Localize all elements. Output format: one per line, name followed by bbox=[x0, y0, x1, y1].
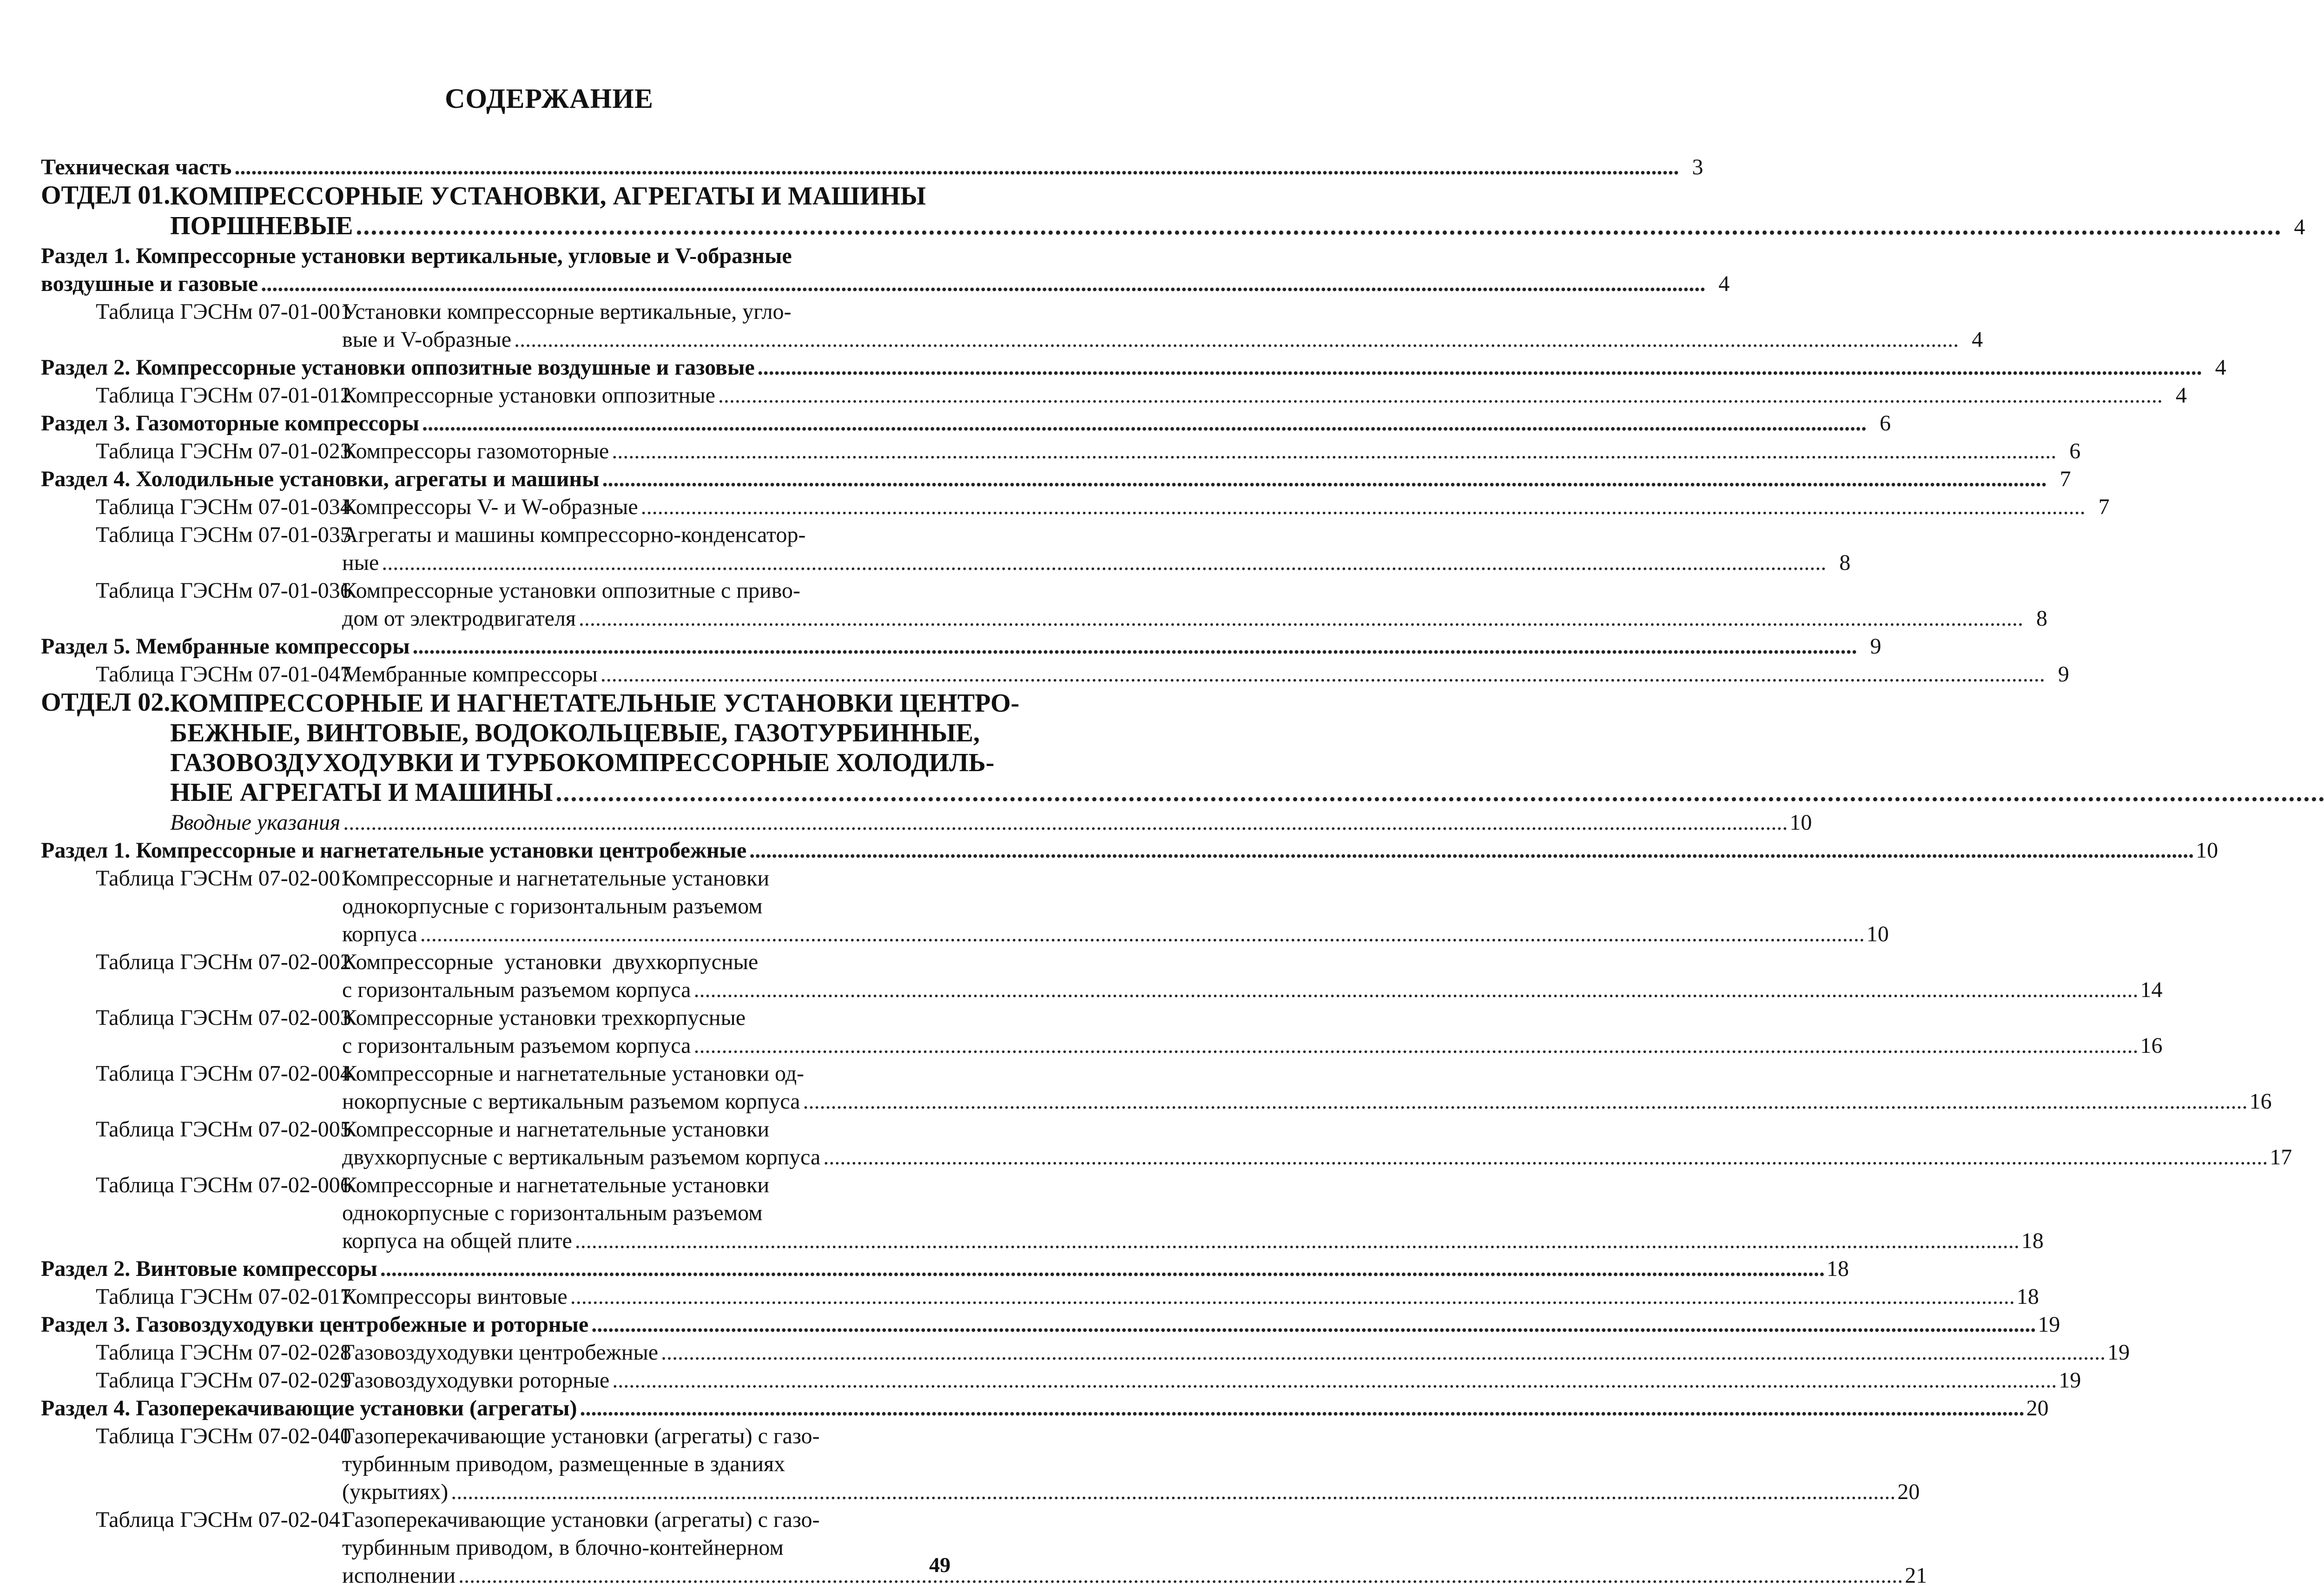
page-ref: 21 bbox=[1905, 1563, 1928, 1588]
leader-dots bbox=[580, 1394, 2021, 1422]
entry-text: двухкорпусные с вертикальным разъемом корпуса bbox=[342, 1145, 821, 1169]
page-title: СОДЕРЖАНИЕ bbox=[445, 83, 654, 114]
entry-text: корпуса bbox=[342, 922, 417, 946]
otdel-label: ОТДЕЛ 02. bbox=[41, 688, 171, 717]
entry-text: турбинным приводом, в блочно-контейнерном bbox=[342, 1535, 784, 1560]
entry-text: вые и V-образные bbox=[342, 327, 512, 352]
entry-text: дом от электродвигателя bbox=[342, 606, 576, 631]
leader-dots bbox=[382, 549, 1823, 577]
leader-dots bbox=[422, 410, 1864, 437]
page-ref: 16 bbox=[2249, 1089, 2272, 1114]
page-number: 49 bbox=[929, 1553, 951, 1577]
entry-text: Раздел 2. Компрессорные установки оппозитные воздушные и газовые bbox=[41, 355, 755, 380]
leader-dots bbox=[555, 778, 2324, 807]
leader-dots bbox=[451, 1478, 1893, 1506]
page-ref: 10 bbox=[2196, 838, 2218, 863]
toc-entry-otdel02-razdel3[interactable] bbox=[41, 1311, 2060, 1339]
entry-text: Компрессорные и нагнетательные установки bbox=[342, 1173, 770, 1197]
leader-dots bbox=[601, 661, 2042, 688]
leader-dots bbox=[591, 1311, 2033, 1339]
entry-text: НЫЕ АГРЕГАТЫ И МАШИНЫ bbox=[170, 778, 553, 807]
leader-dots bbox=[380, 1255, 1822, 1283]
toc-entry-table-07-02-004[interactable] bbox=[41, 1060, 2272, 1116]
toc-entry-table-07-01-001[interactable] bbox=[41, 298, 1983, 354]
leader-dots bbox=[356, 211, 2278, 241]
entry-text: ГАЗОВОЗДУХОДУВКИ И ТУРБОКОМПРЕССОРНЫЕ ХОЛОДИЛЬ- bbox=[170, 748, 995, 777]
toc-entry-otdel02[interactable] bbox=[41, 688, 1020, 809]
page-ref: 4 bbox=[2175, 383, 2187, 408]
page-ref: 4 bbox=[2215, 355, 2226, 380]
toc-entry-table-07-02-002[interactable] bbox=[41, 948, 2163, 1004]
table-id: Таблица ГЭСНм 07-02-041 bbox=[96, 1507, 351, 1532]
entry-text: Агрегаты и машины компрессорно-конденсатор- bbox=[342, 522, 806, 547]
leader-dots bbox=[758, 354, 2199, 382]
entry-text: Компрессоры винтовые bbox=[342, 1284, 568, 1309]
table-id: Таблица ГЭСНм 07-01-012 bbox=[96, 383, 351, 408]
toc-entry-otdel01[interactable] bbox=[41, 181, 2305, 242]
toc-entry-otdel01-razdel3[interactable] bbox=[41, 410, 1891, 437]
toc-entry-otdel02-razdel2[interactable] bbox=[41, 1255, 1849, 1283]
table-id: Таблица ГЭСНм 07-02-001 bbox=[96, 866, 351, 891]
table-id: Таблица ГЭСНм 07-02-006 bbox=[96, 1173, 351, 1197]
leader-dots bbox=[612, 437, 2053, 465]
entry-text: Установки компрессорные вертикальные, угло- bbox=[342, 299, 792, 324]
table-id: Таблица ГЭСНм 07-01-001 bbox=[96, 299, 351, 324]
leader-dots bbox=[823, 1143, 2265, 1171]
leader-dots bbox=[234, 153, 1676, 181]
entry-text: Раздел 1. Компрессорные и нагнетательные установки центробежные bbox=[41, 838, 747, 863]
toc-entry-otdel01-razdel1[interactable] bbox=[41, 242, 1730, 298]
entry-text: Техническая часть bbox=[41, 155, 232, 179]
entry-text: Вводные указания bbox=[170, 810, 341, 835]
table-id: Таблица ГЭСНм 07-01-036 bbox=[96, 578, 351, 603]
leader-dots bbox=[803, 1088, 2245, 1116]
leader-dots bbox=[612, 1367, 2054, 1394]
toc-entry-table-07-01-012[interactable] bbox=[41, 382, 2187, 410]
page-ref: 6 bbox=[2069, 439, 2081, 463]
toc-entry-table-07-02-017[interactable] bbox=[41, 1283, 2039, 1311]
leader-dots bbox=[661, 1339, 2103, 1367]
page-ref: 18 bbox=[2016, 1284, 2039, 1309]
page-ref: 18 bbox=[2021, 1229, 2044, 1253]
table-id: Таблица ГЭСНм 07-02-017 bbox=[96, 1284, 351, 1309]
toc-entry-table-07-02-003[interactable] bbox=[41, 1004, 2163, 1060]
entry-text: Раздел 3. Газовоздуходувки центробежные и роторные bbox=[41, 1312, 589, 1337]
entry-text: воздушные и газовые bbox=[41, 271, 258, 296]
entry-text: Газовоздуходувки центробежные bbox=[342, 1340, 659, 1365]
leader-dots bbox=[570, 1283, 2012, 1311]
entry-text: корпуса на общей плите bbox=[342, 1229, 572, 1253]
leader-dots bbox=[420, 920, 1862, 948]
toc-entry-table-07-01-047[interactable] bbox=[41, 661, 2069, 688]
entry-text: однокорпусные с горизонтальным разъемом bbox=[342, 1201, 763, 1225]
table-id: Таблица ГЭСНм 07-02-040 bbox=[96, 1424, 351, 1448]
entry-text: ные bbox=[342, 550, 379, 575]
page-ref: 18 bbox=[1826, 1256, 1849, 1281]
table-id: Таблица ГЭСНм 07-01-047 bbox=[96, 662, 351, 687]
page-ref: 9 bbox=[2058, 662, 2069, 687]
entry-text: Компрессорные и нагнетательные установки bbox=[342, 1117, 770, 1142]
toc-entry-otdel01-razdel4[interactable] bbox=[41, 465, 2071, 493]
entry-text: нокорпусные с вертикальным разъемом корпуса bbox=[342, 1089, 800, 1114]
page-ref: 10 bbox=[1789, 810, 1812, 835]
table-id: Таблица ГЭСНм 07-02-029 bbox=[96, 1368, 351, 1393]
table-of-contents bbox=[41, 153, 2305, 1590]
entry-text: Газоперекачивающие установки (агрегаты) с газо- bbox=[342, 1424, 820, 1448]
table-id: Таблица ГЭСНм 07-02-002 bbox=[96, 950, 351, 974]
toc-entry-table-07-02-006[interactable] bbox=[41, 1171, 2044, 1255]
toc-entry-table-07-01-035[interactable] bbox=[41, 521, 1851, 577]
entry-text: Компрессорные установки трехкорпусные bbox=[342, 1005, 746, 1030]
entry-text: КОМПРЕССОРНЫЕ И НАГНЕТАТЕЛЬНЫЕ УСТАНОВКИ ЦЕНТРО- bbox=[170, 689, 1020, 718]
page-ref: 19 bbox=[2107, 1340, 2130, 1365]
table-id: Таблица ГЭСНм 07-02-005 bbox=[96, 1117, 351, 1142]
toc-entry-otdel02-razdel4[interactable] bbox=[41, 1394, 2049, 1422]
toc-entry-table-07-02-005[interactable] bbox=[41, 1116, 2292, 1171]
entry-text: с горизонтальным разъемом корпуса bbox=[342, 978, 691, 1002]
toc-entry-table-07-02-029[interactable] bbox=[41, 1367, 2081, 1394]
leader-dots bbox=[343, 809, 1785, 837]
table-id: Таблица ГЭСНм 07-01-023 bbox=[96, 439, 351, 463]
entry-text: Раздел 4. Холодильные установки, агрегаты и машины bbox=[41, 467, 600, 491]
leader-dots bbox=[693, 976, 2135, 1004]
page-ref: 7 bbox=[2060, 467, 2071, 491]
entry-text: Газовоздуходувки роторные bbox=[342, 1368, 610, 1393]
toc-entry-table-07-02-040[interactable] bbox=[41, 1422, 1920, 1506]
leader-dots bbox=[261, 270, 1703, 298]
toc-entry-table-07-01-023[interactable] bbox=[41, 437, 2081, 465]
page-ref: 14 bbox=[2140, 978, 2163, 1002]
page-ref: 19 bbox=[2059, 1368, 2081, 1393]
page-ref: 7 bbox=[2098, 495, 2110, 519]
leader-dots bbox=[575, 1227, 2017, 1255]
toc-entry-table-07-02-001[interactable] bbox=[41, 865, 1889, 948]
entry-text: Компрессорные установки двухкорпусные bbox=[342, 950, 759, 974]
page-ref: 6 bbox=[1880, 411, 1891, 436]
page-ref: 3 bbox=[1692, 155, 1703, 179]
leader-dots bbox=[458, 1562, 1900, 1590]
entry-text: Компрессорные и нагнетательные установки bbox=[342, 866, 770, 891]
table-id: Таблица ГЭСНм 07-01-034 bbox=[96, 495, 351, 519]
page-ref: 4 bbox=[1972, 327, 1983, 352]
toc-entry-table-07-02-028[interactable] bbox=[41, 1339, 2130, 1367]
entry-text: КОМПРЕССОРНЫЕ УСТАНОВКИ, АГРЕГАТЫ И МАШИНЫ bbox=[170, 182, 926, 211]
toc-entry-tech[interactable] bbox=[41, 153, 1703, 181]
entry-text: Компрессорные установки оппозитные bbox=[342, 383, 715, 408]
entry-text: Мембранные компрессоры bbox=[342, 662, 598, 687]
entry-text: Компрессоры V- и W-образные bbox=[342, 495, 638, 519]
entry-text: Раздел 2. Винтовые компрессоры bbox=[41, 1256, 377, 1281]
entry-text: турбинным приводом, размещенные в зданиях bbox=[342, 1452, 786, 1476]
leader-dots bbox=[693, 1032, 2135, 1060]
page-ref: 4 bbox=[2294, 215, 2305, 239]
leader-dots bbox=[602, 465, 2044, 493]
page-ref: 16 bbox=[2140, 1033, 2163, 1058]
entry-text: Газоперекачивающие установки (агрегаты) с газо- bbox=[342, 1507, 820, 1532]
otdel-label: ОТДЕЛ 01. bbox=[41, 181, 171, 210]
entry-text: с горизонтальным разъемом корпуса bbox=[342, 1033, 691, 1058]
toc-entry-table-07-01-036[interactable] bbox=[41, 577, 2047, 633]
table-id: Таблица ГЭСНм 07-02-003 bbox=[96, 1005, 351, 1030]
entry-text: Компрессорные установки оппозитные с приво- bbox=[342, 578, 800, 603]
entry-text: Раздел 4. Газоперекачивающие установки (агрегаты) bbox=[41, 1396, 577, 1420]
page-ref: 20 bbox=[2026, 1396, 2049, 1420]
table-id: Таблица ГЭСНм 07-02-028 bbox=[96, 1340, 351, 1365]
toc-entry-otdel01-razdel2[interactable] bbox=[41, 354, 2226, 382]
entry-text: Компрессоры газомоторные bbox=[342, 439, 609, 463]
entry-text: ПОРШНЕВЫЕ bbox=[170, 211, 353, 240]
page-ref: 10 bbox=[1866, 922, 1889, 946]
toc-entry-otdel02-razdel1[interactable] bbox=[41, 837, 2218, 865]
entry-text: однокорпусные с горизонтальным разъемом bbox=[342, 894, 763, 918]
page-ref: 4 bbox=[1718, 271, 1730, 296]
entry-text: Раздел 5. Мембранные компрессоры bbox=[41, 634, 410, 659]
leader-dots bbox=[749, 837, 2191, 865]
toc-entry-table-07-02-041[interactable] bbox=[41, 1506, 1928, 1590]
table-id: Таблица ГЭСНм 07-02-004 bbox=[96, 1061, 351, 1086]
page-ref: 8 bbox=[2036, 606, 2047, 631]
toc-entry-otdel01-razdel5[interactable] bbox=[41, 633, 1882, 661]
entry-text: Раздел 1. Компрессорные установки вертикальные, угловые и V-образные bbox=[41, 244, 792, 268]
entry-text: Компрессорные и нагнетательные установки од- bbox=[342, 1061, 805, 1086]
entry-text: Раздел 3. Газомоторные компрессоры bbox=[41, 411, 420, 436]
page-ref: 8 bbox=[1839, 550, 1851, 575]
page-ref: 9 bbox=[1870, 634, 1882, 659]
entry-text: БЕЖНЫЕ, ВИНТОВЫЕ, ВОДОКОЛЬЦЕВЫЕ, ГАЗОТУРБИННЫЕ, bbox=[170, 719, 980, 747]
leader-dots bbox=[641, 493, 2083, 521]
toc-entry-vvodnye[interactable] bbox=[41, 809, 1812, 837]
leader-dots bbox=[718, 382, 2160, 410]
toc-entry-table-07-01-034[interactable] bbox=[41, 493, 2110, 521]
leader-dots bbox=[413, 633, 1855, 661]
table-id: Таблица ГЭСНм 07-01-035 bbox=[96, 522, 351, 547]
entry-text: (укрытиях) bbox=[342, 1480, 449, 1504]
page-ref: 17 bbox=[2270, 1145, 2292, 1169]
page-ref: 20 bbox=[1897, 1480, 1920, 1504]
leader-dots bbox=[514, 326, 1956, 354]
entry-text: исполнении bbox=[342, 1563, 456, 1588]
leader-dots bbox=[579, 605, 2020, 633]
page-ref: 19 bbox=[2038, 1312, 2060, 1337]
